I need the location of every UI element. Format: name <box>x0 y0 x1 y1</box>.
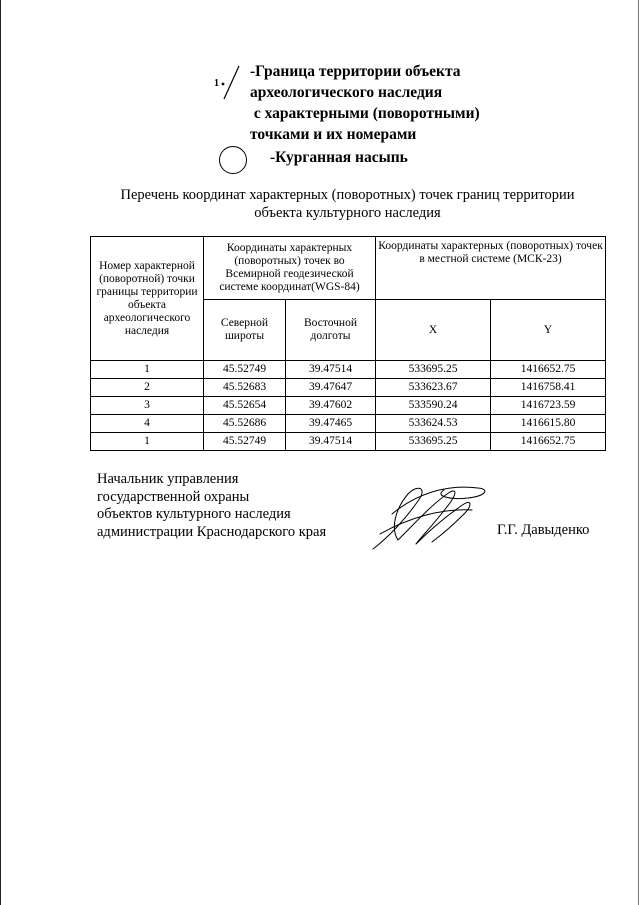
signatory-title-line: администрации Краснодарского края <box>97 523 327 540</box>
cell-y: 1416758.41 <box>491 379 606 397</box>
signatory-title-line: объектов культурного наследия <box>97 506 291 522</box>
cell-x: 533624.53 <box>376 415 491 433</box>
cell-x: 533695.25 <box>376 361 491 379</box>
header-wgs84-group: Координаты характерных (поворотных) точек во Всемирной геодезической системе координат(WGS-84) <box>204 237 376 300</box>
cell-point-number: 1 <box>91 433 204 451</box>
boundary-legend-line: археологического наследия <box>250 84 443 101</box>
boundary-legend-line: с характерными (поворотными) <box>250 105 480 122</box>
cell-longitude: 39.47602 <box>286 397 376 415</box>
mound-legend-label: -Курганная насыпь <box>270 149 408 166</box>
signatory-title-line: государственной охраны <box>97 488 250 505</box>
header-latitude: Северной широты <box>204 300 286 361</box>
caption-line: Перечень координат характерных (поворотных) точек границ территории <box>120 187 575 203</box>
cell-point-number: 4 <box>91 415 204 433</box>
cell-longitude: 39.47465 <box>286 415 376 433</box>
cell-latitude: 45.52749 <box>204 361 286 379</box>
mound-circle-icon <box>219 146 247 174</box>
table-row <box>91 415 606 433</box>
cell-point-number: 3 <box>91 397 204 415</box>
header-point-number: Номер характерной (поворотной) точки границы территории объекта археологического наследия <box>91 237 204 361</box>
table-row <box>91 379 606 397</box>
table-caption <box>90 186 605 222</box>
cell-y: 1416723.59 <box>491 397 606 415</box>
header-x: X <box>376 300 491 361</box>
signatory-title-line: Начальник управления <box>97 471 239 487</box>
cell-y: 1416652.75 <box>491 433 606 451</box>
cell-x: 533590.24 <box>376 397 491 415</box>
cell-point-number: 2 <box>91 379 204 397</box>
cell-point-number: 1 <box>91 361 204 379</box>
table-row <box>91 433 606 451</box>
header-y: Y <box>491 300 606 361</box>
cell-latitude: 45.52654 <box>204 397 286 415</box>
cell-y: 1416615.80 <box>491 415 606 433</box>
cell-longitude: 39.47514 <box>286 433 376 451</box>
table-row <box>91 361 606 379</box>
page-edge-left <box>0 0 1 905</box>
cell-latitude: 45.52683 <box>204 379 286 397</box>
header-msk23-group: Координаты характерных (поворотных) точек в местной системе (МСК-23) <box>376 237 606 300</box>
boundary-legend-line: точками и их номерами <box>250 126 417 143</box>
cell-longitude: 39.47647 <box>286 379 376 397</box>
cell-latitude: 45.52749 <box>204 433 286 451</box>
header-longitude: Восточной долготы <box>286 300 376 361</box>
cell-x: 533623.67 <box>376 379 491 397</box>
caption-line: объекта культурного наследия <box>254 205 441 221</box>
cell-latitude: 45.52686 <box>204 415 286 433</box>
cell-x: 533695.25 <box>376 433 491 451</box>
cell-longitude: 39.47514 <box>286 361 376 379</box>
signatory-title <box>97 471 326 541</box>
boundary-legend-line: -Граница территории объекта <box>250 63 461 80</box>
handwritten-signature <box>368 474 493 556</box>
coordinates-table <box>90 236 606 451</box>
cell-y: 1416652.75 <box>491 361 606 379</box>
boundary-legend-text <box>250 61 510 145</box>
boundary-point-number: 1 <box>214 78 219 89</box>
signatory-name: Г.Г. Давыденко <box>497 522 590 538</box>
table-row <box>91 397 606 415</box>
boundary-line-icon <box>210 62 250 106</box>
